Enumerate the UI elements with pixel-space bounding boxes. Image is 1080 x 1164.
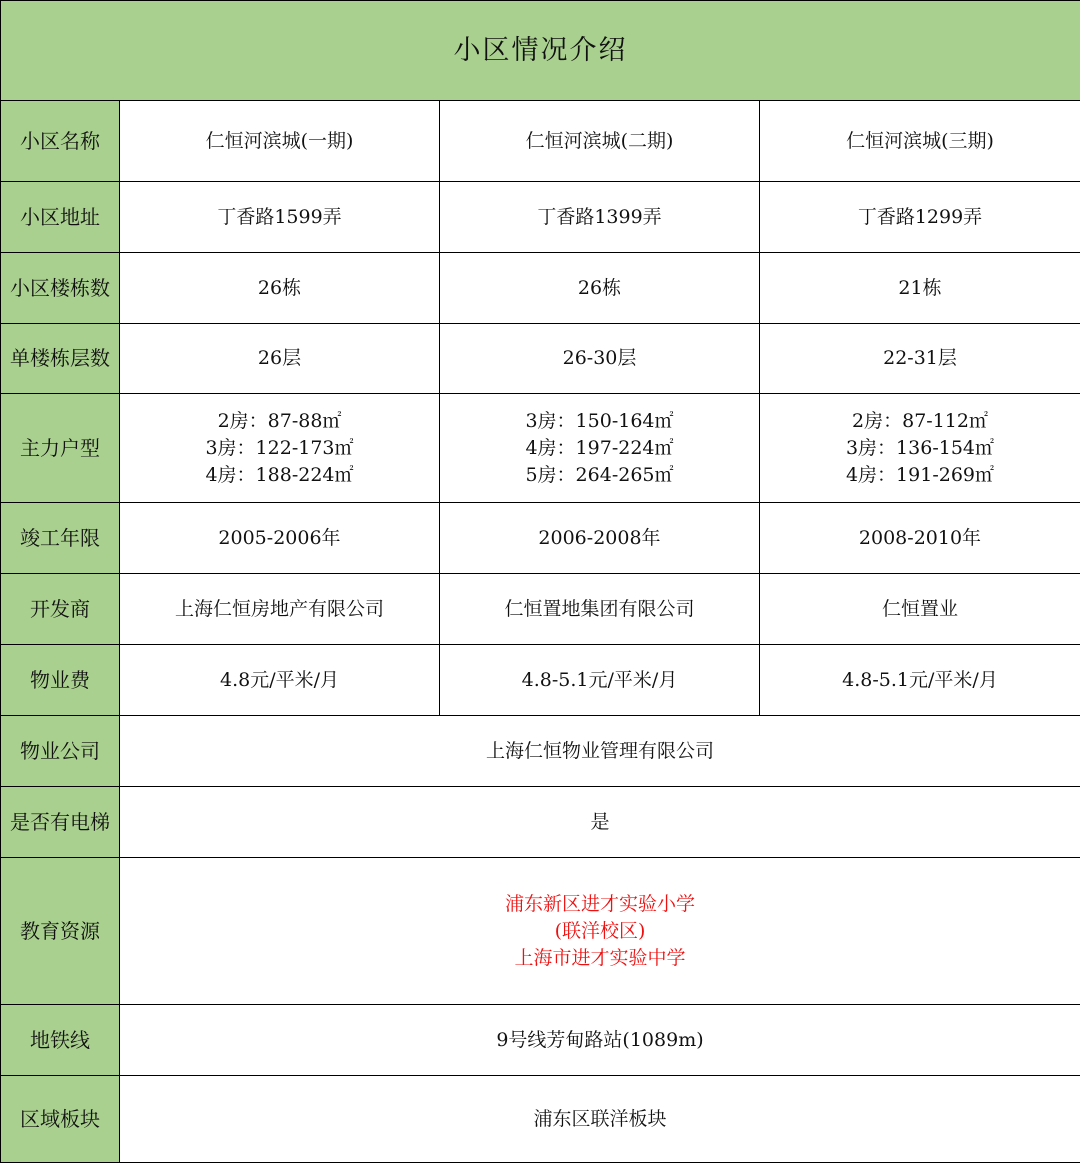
row-fee <box>1 645 1080 716</box>
row-label-units: 主力户型 <box>1 394 120 503</box>
row-label-address: 小区地址 <box>1 182 120 253</box>
unit-line: 2房：87-112㎡ <box>852 409 988 432</box>
unit-line: 3房：136-154㎡ <box>845 436 995 459</box>
cell-name-phase1: 仁恒河滨城(一期) <box>120 101 440 182</box>
education-line: 上海市进才实验中学 <box>514 946 686 969</box>
cell-floors-phase2: 26-30层 <box>440 324 760 394</box>
row-label-buildings: 小区楼栋数 <box>1 253 120 324</box>
cell-completion-phase2: 2006-2008年 <box>440 503 760 574</box>
cell-floors-phase1: 26层 <box>120 324 440 394</box>
row-label-property-company: 物业公司 <box>1 716 120 787</box>
cell-completion-phase1: 2005-2006年 <box>120 503 440 574</box>
row-label-fee: 物业费 <box>1 645 120 716</box>
cell-address-phase3: 丁香路1299弄 <box>760 182 1080 253</box>
cell-units-phase3 <box>760 394 1080 503</box>
cell-buildings-phase2: 26栋 <box>440 253 760 324</box>
row-address <box>1 182 1080 253</box>
row-label-developer: 开发商 <box>1 574 120 645</box>
row-label-completion: 竣工年限 <box>1 503 120 574</box>
cell-metro: 9号线芳甸路站(1089m) <box>120 1005 1080 1076</box>
row-buildings <box>1 253 1080 324</box>
unit-line: 3房：122-173㎡ <box>205 436 354 459</box>
unit-line: 4房：188-224㎡ <box>205 463 354 486</box>
cell-name-phase3: 仁恒河滨城(三期) <box>760 101 1080 182</box>
unit-line: 3房：150-164㎡ <box>525 409 674 432</box>
cell-fee-phase2: 4.8-5.1元/平米/月 <box>440 645 760 716</box>
row-label-name: 小区名称 <box>1 101 120 182</box>
cell-developer-phase3: 仁恒置业 <box>760 574 1080 645</box>
unit-line: 5房：264-265㎡ <box>525 463 674 486</box>
row-property-company <box>1 716 1080 787</box>
cell-name-phase2: 仁恒河滨城(二期) <box>440 101 760 182</box>
cell-units-phase1 <box>120 394 440 503</box>
cell-floors-phase3: 22-31层 <box>760 324 1080 394</box>
row-label-district: 区域板块 <box>1 1076 120 1163</box>
unit-line: 2房：87-88㎡ <box>217 409 342 432</box>
row-floors <box>1 324 1080 394</box>
row-developer <box>1 574 1080 645</box>
cell-buildings-phase3: 21栋 <box>760 253 1080 324</box>
cell-property-company: 上海仁恒物业管理有限公司 <box>120 716 1080 787</box>
cell-address-phase2: 丁香路1399弄 <box>440 182 760 253</box>
cell-fee-phase1: 4.8元/平米/月 <box>120 645 440 716</box>
cell-fee-phase3: 4.8-5.1元/平米/月 <box>760 645 1080 716</box>
cell-address-phase1: 丁香路1599弄 <box>120 182 440 253</box>
row-elevator <box>1 787 1080 858</box>
cell-education <box>120 858 1080 1005</box>
cell-developer-phase1: 上海仁恒房地产有限公司 <box>120 574 440 645</box>
cell-completion-phase3: 2008-2010年 <box>760 503 1080 574</box>
row-education <box>1 858 1080 1005</box>
unit-line: 4房：191-269㎡ <box>845 463 995 486</box>
row-label-elevator: 是否有电梯 <box>1 787 120 858</box>
cell-buildings-phase1: 26栋 <box>120 253 440 324</box>
title-row <box>1 1 1080 101</box>
row-label-metro: 地铁线 <box>1 1005 120 1076</box>
cell-units-phase2 <box>440 394 760 503</box>
cell-elevator: 是 <box>120 787 1080 858</box>
row-label-floors: 单楼栋层数 <box>1 324 120 394</box>
cell-developer-phase2: 仁恒置地集团有限公司 <box>440 574 760 645</box>
cell-district: 浦东区联洋板块 <box>120 1076 1080 1163</box>
education-line: (联洋校区) <box>554 919 646 942</box>
education-line: 浦东新区进才实验小学 <box>504 892 695 915</box>
row-completion <box>1 503 1080 574</box>
table-title: 小区情况介绍 <box>1 1 1080 101</box>
row-district <box>1 1076 1080 1163</box>
row-metro <box>1 1005 1080 1076</box>
unit-line: 4房：197-224㎡ <box>525 436 674 459</box>
row-name <box>1 101 1080 182</box>
row-units <box>1 394 1080 503</box>
row-label-education: 教育资源 <box>1 858 120 1005</box>
